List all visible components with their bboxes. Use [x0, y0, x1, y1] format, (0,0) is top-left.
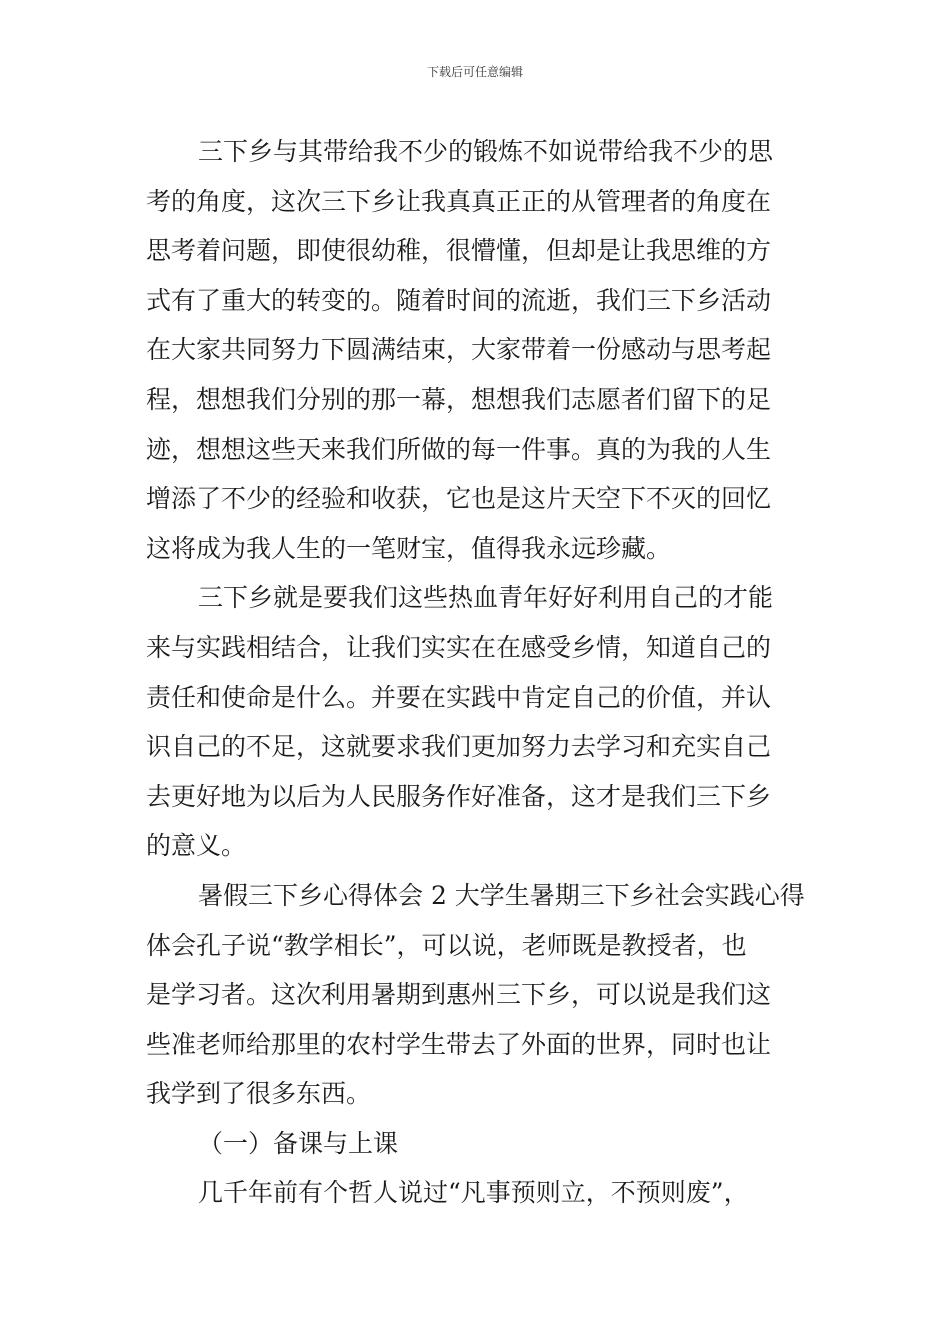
page-header-note: 下载后可任意编辑	[426, 65, 523, 79]
paragraph-3-line-3: 是学习者。这次利用暑期到惠州三下乡，可以说是我们这	[146, 980, 772, 1010]
paragraph-1-line-6: 程，想想我们分别的那一幕，想想我们志愿者们留下的足	[146, 384, 772, 414]
paragraph-3-line-2: 体会孔子说“教学相长”，可以说，老师既是教授者，也	[146, 930, 747, 960]
paragraph-1-line-4: 式有了重大的转变的。随着时间的流逝，我们三下乡活动	[146, 285, 772, 315]
document-body	[146, 127, 814, 1218]
paragraph-1-line-7: 迹，想想这些天来我们所做的每一件事。真的为我的人生	[146, 434, 772, 464]
paragraph-2-line-5: 去更好地为以后为人民服务作好准备，这才是我们三下乡	[146, 781, 772, 811]
paragraph-2-line-4: 识自己的不足，这就要求我们更加努力去学习和充实自己	[146, 732, 772, 762]
paragraph-3-line-4: 些准老师给那里的农村学生带去了外面的世界，同时也让	[146, 1029, 772, 1059]
paragraph-2-line-1: 三下乡就是要我们这些热血青年好好利用自己的才能	[198, 583, 774, 613]
paragraph-1-line-8: 增添了不少的经验和收获，它也是这片天空下不灭的回忆	[146, 484, 772, 514]
paragraph-3-line-5: 我学到了很多东西。	[146, 1079, 372, 1109]
paragraph-1-line-9: 这将成为我人生的一笔财宝，值得我永远珍藏。	[146, 533, 672, 563]
paragraph-2-line-3: 责任和使命是什么。并要在实践中肯定自己的价值，并认	[146, 682, 772, 712]
section-heading: （一）备课与上课	[198, 1128, 399, 1158]
paragraph-2-line-6: 的意义。	[146, 831, 247, 861]
paragraph-1-line-3: 思考着问题，即使很幼稚，很懵懂，但却是让我思维的方	[146, 236, 772, 266]
paragraph-1-line-2: 考的角度，这次三下乡让我真真正正的从管理者的角度在	[146, 186, 772, 216]
paragraph-3-line-1: 暑假三下乡心得体会 2 大学生暑期三下乡社会实践心得	[198, 880, 805, 910]
paragraph-4-line-1: 几千年前有个哲人说过“凡事预则立，不预则废”，	[198, 1178, 749, 1208]
paragraph-2-line-2: 来与实践相结合，让我们实实在在感受乡情，知道自己的	[146, 632, 772, 662]
paragraph-1-line-5: 在大家共同努力下圆满结束，大家带着一份感动与思考起	[146, 335, 772, 365]
paragraph-1-line-1: 三下乡与其带给我不少的锻炼不如说带给我不少的思	[198, 137, 774, 166]
